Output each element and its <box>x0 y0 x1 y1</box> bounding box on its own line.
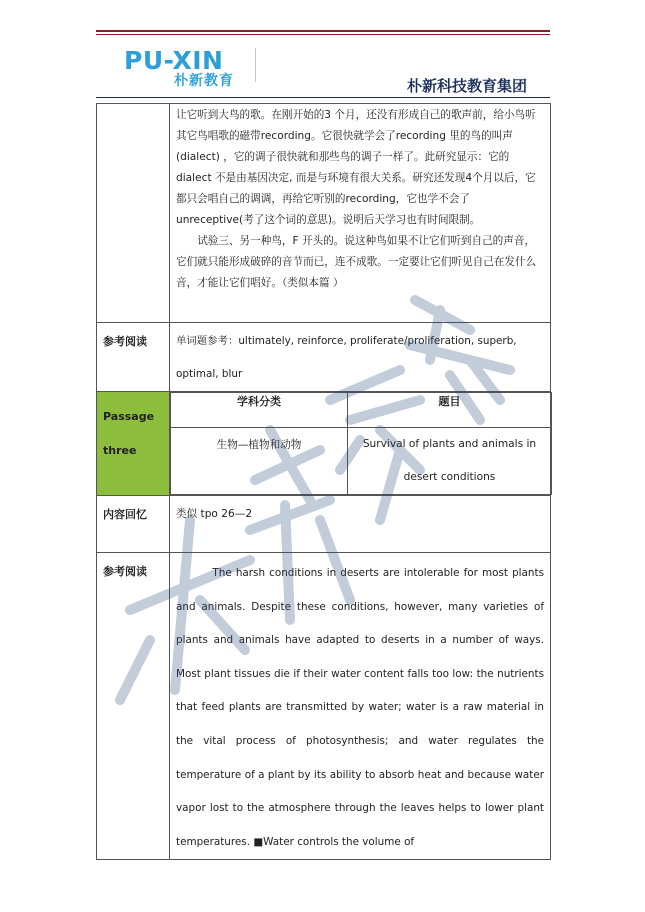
passage-label-1: Passage <box>103 410 155 423</box>
continuation-row <box>97 104 551 323</box>
subject-header: 学科分类 <box>171 393 348 428</box>
topic-header: 题目 <box>348 393 552 428</box>
ref2-label: 参考阅读 <box>97 553 170 860</box>
logo-divider <box>255 48 256 82</box>
empty-label-cell <box>97 104 170 323</box>
recall-row <box>97 496 551 553</box>
top-rule-thin <box>96 34 550 35</box>
reference-row-1 <box>97 323 551 392</box>
continuation-paragraph-1: 让它听到大鸟的歌。在刚开始的3 个月，还没有形成自己的歌声前，给小鸟听其它鸟唱歌的磁带recording。它很快就学会了recording 里的鸟的叫声(dialect) ，它的调子很快就和那些鸟的调子一样了。此研究显示：它的dialect 不是由基因决定, 而是与环境有很大关系。研究还发现4个月以后，它都只会唱自己的调调，再给它听别的recording，它也学不会了unreceptive(考了这个词的意思)。说明后天学习也有时间限制。 <box>176 109 536 226</box>
passage-detail-cell <box>170 392 551 496</box>
content-table <box>96 103 551 860</box>
ref1-text: 单词题参考：ultimately, reinforce, proliferate/proliferation, superb, optimal, blur <box>170 323 551 392</box>
passage-label-cell <box>97 392 170 496</box>
recall-text: 类似 tpo 26—2 <box>170 496 551 553</box>
company-name: 朴新科技教育集团 <box>406 77 527 95</box>
top-rule <box>96 30 550 32</box>
ref2-tail: Water controls the volume of <box>263 835 415 848</box>
ref2-text: The harsh conditions in deserts are intolerable for most plants and animals. Despite these conditions, however, many varieties of plants and animals have adapted to deserts in a number of ways. Most plant tissues die if their water content falls too low: the nutrients that feed plants are transmitted by water; water is a raw material in the vital process of photosynthesis; and water regulates the temperature of a plant by its ability to absorb heat and because water vapor lost to the atmosphere through the leaves helps to lower plant temperatures. <box>176 567 544 848</box>
ref1-label: 参考阅读 <box>97 323 170 392</box>
passage-row <box>97 392 551 496</box>
continuation-cell <box>170 104 551 323</box>
reference-row-2 <box>97 553 551 860</box>
logo-en: PU-XIN <box>124 46 224 75</box>
logo-cn: 朴新教育 <box>174 73 234 89</box>
continuation-paragraph-2: 试验三、另一种鸟，F 开头的。说这种鸟如果不让它们听到自己的声音，它们就只能形成破碎的音节而已，连不成歌。一定要让它们听见自己在发什么音，才能让它们唱好。（类似本篇 ） <box>176 235 537 289</box>
subject-topic-table <box>170 392 552 495</box>
header-rule <box>96 97 550 98</box>
ref2-cell <box>170 553 551 860</box>
puxin-logo <box>124 46 259 89</box>
recall-label: 内容回忆 <box>97 496 170 553</box>
subject-value: 生物—植物和动物 <box>171 428 348 495</box>
topic-value: Survival of plants and animals in desert conditions <box>348 428 552 495</box>
ref2-marker: ■ <box>253 835 264 848</box>
passage-label-2: three <box>103 444 137 457</box>
